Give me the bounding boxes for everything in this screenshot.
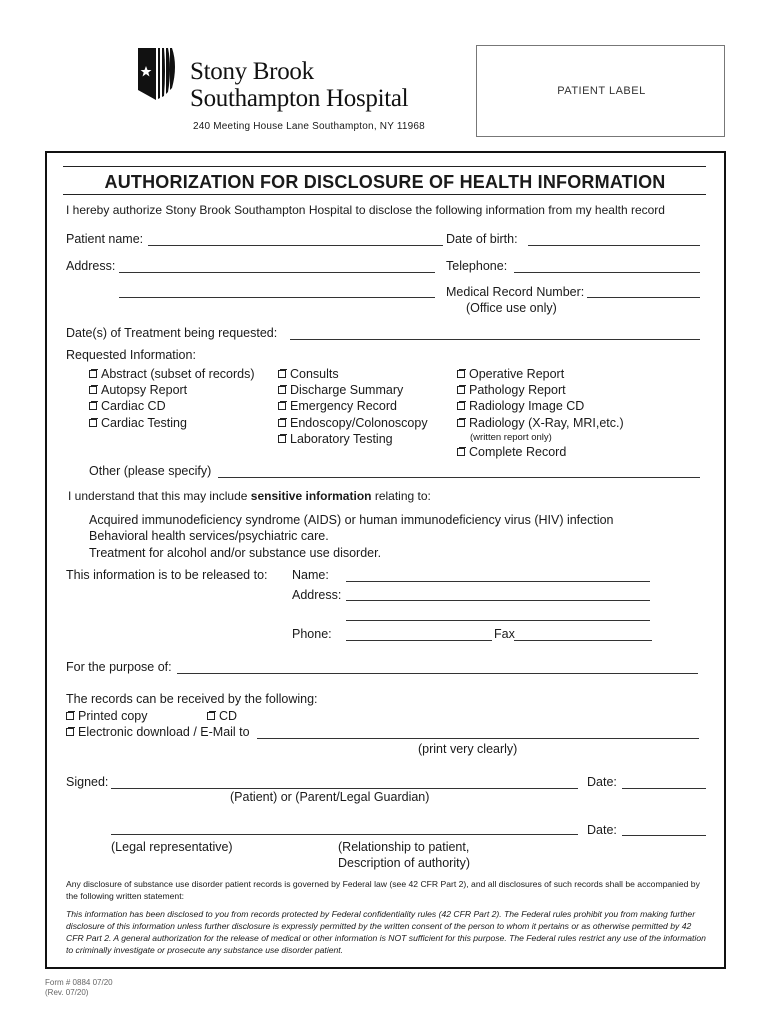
federal-notice: This information has been disclosed to you from records protected by Federal confidentiality rules (42 CFR Part 2). The Federal rules prohibit you from making further disclosure of this information unless further disclosure is expressly permitted by the written consent of the person to whom it pertains or as otherwise permitted by 42 CFR Part 2. A general authorization for the release of medical or other information is NOT sufficient for this purpose. The Federal rules restrict any use of the information to criminally investigate or prosecute any substance use disorder patient. [66,909,706,955]
checkbox-emergency[interactable]: Emergency Record [278,399,397,414]
checkbox-radiology-report[interactable]: Radiology (X-Ray, MRI,etc.) [457,416,624,431]
requested-info-label: Requested Information: [66,348,196,362]
checkbox-operative[interactable]: Operative Report [457,367,564,382]
mrn-note: (Office use only) [466,301,557,315]
purpose-label: For the purpose of: [66,660,172,674]
release-fax-label: Fax [494,627,515,641]
checkbox-icon [278,402,286,410]
radiology-note: (written report only) [470,432,552,443]
checkbox-icon [457,386,465,394]
legal-rep-caption: (Legal representative) [111,840,233,854]
form-title: AUTHORIZATION FOR DISCLOSURE OF HEALTH INFORMATION [104,172,666,192]
dob-field[interactable] [528,245,700,246]
form-revision: (Rev. 07/20) [45,988,89,997]
checkbox-radiology-cd[interactable]: Radiology Image CD [457,399,584,414]
intro-text: I hereby authorize Stony Brook Southampton Hospital to disclose the following information from my health record [66,203,665,217]
form-number: Form # 0884 07/20 [45,978,113,987]
patient-name-label: Patient name: [66,232,144,246]
checkbox-pathology[interactable]: Pathology Report [457,383,566,398]
patient-name-field[interactable] [148,245,443,246]
email-field[interactable] [257,738,699,739]
checkbox-complete-record[interactable]: Complete Record [457,445,566,460]
hospital-name-line2: Southampton Hospital [190,85,409,112]
mrn-field[interactable] [587,297,700,298]
release-label: This information is to be released to: [66,568,268,582]
release-name-field[interactable] [346,581,650,582]
sensitive-item: Acquired immunodeficiency syndrome (AIDS) or human immunodeficiency virus (HIV) infection [89,513,614,527]
patient-guardian-caption: (Patient) or (Parent/Legal Guardian) [230,790,430,804]
relationship-caption-1: (Relationship to patient, [338,840,470,854]
telephone-field[interactable] [514,272,700,273]
other-label: Other (please specify) [89,464,212,478]
checkbox-autopsy[interactable]: Autopsy Report [89,383,187,398]
signed-date-field[interactable] [622,788,706,789]
mrn-label: Medical Record Number: [446,285,585,299]
print-clearly-note: (print very clearly) [418,742,518,756]
checkbox-icon [66,712,74,720]
checkbox-icon [457,402,465,410]
address-field-1[interactable] [119,272,435,273]
release-phone-field[interactable] [346,640,492,641]
shield-logo-icon [136,46,180,102]
disclosure-notice: Any disclosure of substance use disorder patient records is governed by Federal law (see 42 CFR Part 2), and all disclosures of such records shall be accompanied by the following written statement: [66,879,700,901]
purpose-field[interactable] [177,673,698,674]
signature-field[interactable] [111,788,578,789]
checkbox-icon [278,370,286,378]
checkbox-icon [89,419,97,427]
checkbox-cardiac-testing[interactable]: Cardiac Testing [89,416,187,431]
checkbox-electronic[interactable]: Electronic download / E-Mail to [66,725,250,740]
legal-rep-date-field[interactable] [622,835,706,836]
checkbox-icon [66,728,74,736]
patient-label-box [476,45,725,137]
sensitive-statement: I understand that this may include sensitive information relating to: [68,489,431,503]
treatment-dates-label: Date(s) of Treatment being requested: [66,326,278,340]
checkbox-laboratory[interactable]: Laboratory Testing [278,432,393,447]
hospital-address: 240 Meeting House Lane Southampton, NY 11968 [193,121,425,132]
hospital-name-line1: Stony Brook [190,58,314,85]
release-phone-label: Phone: [292,627,332,641]
release-name-label: Name: [292,568,329,582]
patient-label-text: PATIENT LABEL [557,85,646,97]
other-field[interactable] [218,477,700,478]
checkbox-discharge[interactable]: Discharge Summary [278,383,403,398]
address-field-2[interactable] [119,297,435,298]
legal-rep-signature-field[interactable] [111,834,578,835]
dob-label: Date of birth: [446,232,518,246]
checkbox-icon [278,419,286,427]
telephone-label: Telephone: [446,259,508,273]
checkbox-cardiac-cd[interactable]: Cardiac CD [89,399,166,414]
release-address-field-1[interactable] [346,600,650,601]
relationship-caption-2: Description of authority) [338,856,471,870]
hospital-logo [136,46,180,102]
checkbox-icon [278,386,286,394]
title-rule-top [63,166,706,167]
checkbox-icon [457,448,465,456]
address-label: Address: [66,259,116,273]
checkbox-icon [457,370,465,378]
checkbox-endoscopy[interactable]: Endoscopy/Colonoscopy [278,416,428,431]
checkbox-icon [89,370,97,378]
signed-date-label: Date: [587,775,617,789]
release-fax-field[interactable] [514,640,652,641]
release-address-field-2[interactable] [346,620,650,621]
title-rule-bottom [63,194,706,195]
checkbox-icon [207,712,215,720]
sensitive-item: Treatment for alcohol and/or substance use disorder. [89,546,382,560]
sensitive-item: Behavioral health services/psychiatric care. [89,529,329,543]
receive-label: The records can be received by the following: [66,692,318,706]
checkbox-printed-copy[interactable]: Printed copy [66,709,147,724]
signed-label: Signed: [66,775,109,789]
checkbox-icon [278,435,286,443]
release-address-label: Address: [292,588,342,602]
treatment-dates-field[interactable] [290,339,700,340]
checkbox-icon [457,419,465,427]
legal-rep-date-label: Date: [587,823,617,837]
checkbox-icon [89,386,97,394]
checkbox-icon [89,402,97,410]
checkbox-abstract[interactable]: Abstract (subset of records) [89,367,255,382]
checkbox-consults[interactable]: Consults [278,367,339,382]
checkbox-cd[interactable]: CD [207,709,237,724]
